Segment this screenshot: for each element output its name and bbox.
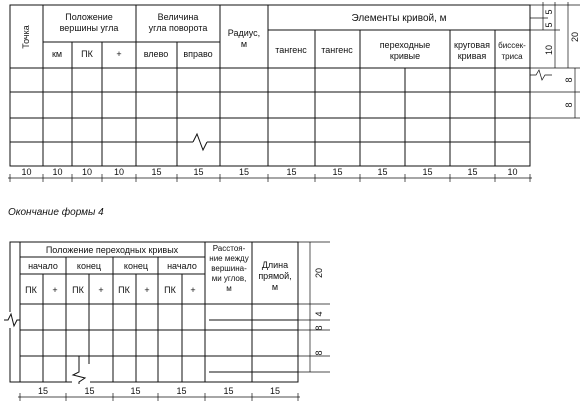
form1-width-13: 10 [507, 167, 518, 177]
header-plus-4: + [190, 285, 196, 295]
header-plus: + [116, 49, 122, 59]
header-bisector-line1: биссек- [498, 41, 526, 50]
header-transition-line1: переходные [379, 40, 431, 50]
form2-width-2: 15 [84, 386, 95, 396]
header-curve-elements: Элементы кривой, м [351, 13, 447, 24]
form2-side-dim-20: 20 [314, 267, 324, 279]
form2-width-3: 15 [130, 386, 141, 396]
header-point: Точка [21, 25, 31, 49]
form2-width-dimensions [18, 386, 300, 401]
side-dim-20: 20 [570, 31, 580, 43]
form-continuation-caption: Окончание формы 4 [8, 207, 104, 218]
header-transition-line2: кривые [389, 51, 421, 61]
header-distance-line1: Расстоя- [212, 244, 246, 253]
form1-width-dimensions [8, 167, 532, 182]
header-pk-3: ПК [118, 285, 130, 295]
form2-side-dim-8b: 8 [314, 350, 324, 356]
side-dim-10: 10 [544, 44, 554, 56]
header-tangent-2: тангенс [321, 45, 353, 55]
form2-side-dim-4: 4 [314, 311, 324, 317]
header-transition-position: Положение переходных кривых [45, 245, 179, 255]
header-plus-2: + [98, 285, 104, 295]
header-radius-line1: Радиус, [227, 28, 261, 38]
header-end-2: конец [123, 261, 149, 271]
header-tangent-1: тангенс [275, 45, 307, 55]
form2-table [4, 242, 298, 384]
header-right: вправо [183, 49, 213, 59]
form1-width-8: 15 [286, 167, 297, 177]
header-angle-line1: Величина [157, 12, 199, 22]
form1-width-5: 15 [151, 167, 162, 177]
header-radius-line2: м [240, 39, 248, 49]
header-pk-1: ПК [25, 285, 37, 295]
header-angle-line2: угла поворота [148, 23, 208, 33]
form1-width-9: 15 [332, 167, 343, 177]
header-distance-line4: ми углов, [211, 274, 247, 283]
header-straight-line3: м [271, 282, 279, 292]
header-pk-2: ПК [72, 285, 84, 295]
header-left: влево [143, 49, 169, 59]
side-dim-5a: 5 [544, 9, 554, 15]
header-straight-line1: Длина [261, 260, 289, 270]
form1-width-6: 15 [193, 167, 204, 177]
header-plus-3: + [144, 285, 150, 295]
form1-side-dimensions [530, 2, 580, 118]
form2-width-1: 15 [37, 386, 49, 396]
header-distance-line3: вершина- [211, 264, 247, 273]
form1-table [10, 5, 530, 166]
header-circular-line2: кривая [457, 51, 487, 61]
header-vertex-line1: Положение [65, 12, 113, 22]
form1-width-2: 10 [52, 167, 63, 177]
form2-width-5: 15 [223, 386, 234, 396]
side-dim-8b: 8 [564, 102, 574, 108]
form1-width-1: 10 [21, 167, 32, 177]
header-pk: ПК [81, 49, 93, 59]
form2-side-dimensions [298, 242, 330, 372]
form1-width-11: 15 [422, 167, 433, 177]
header-km: км [51, 49, 63, 59]
header-pk-4: ПК [164, 285, 176, 295]
form2-side-dim-8a: 8 [314, 325, 324, 331]
form1-width-10: 15 [377, 167, 388, 177]
header-distance-line2: ние между [209, 254, 249, 263]
header-plus-1: + [52, 285, 58, 295]
side-dim-8a: 8 [564, 77, 574, 83]
form2-width-4: 15 [176, 386, 187, 396]
form1-width-3: 10 [81, 167, 93, 177]
header-bisector-line2: триса [501, 52, 523, 61]
header-start-1: начало [28, 261, 58, 271]
form1-width-4: 10 [113, 167, 125, 177]
header-circular-line1: круговая [454, 40, 490, 50]
header-vertex-line2: вершины угла [59, 23, 119, 33]
header-straight-line2: прямой, [258, 271, 292, 281]
side-dim-5b: 5 [544, 22, 554, 28]
form1-width-7: 15 [238, 167, 250, 177]
header-end-1: конец [76, 261, 102, 271]
header-start-2: начало [167, 261, 197, 271]
form1-width-12: 15 [467, 167, 478, 177]
header-distance-line5: м [226, 284, 232, 293]
form2-width-6: 15 [269, 386, 281, 396]
